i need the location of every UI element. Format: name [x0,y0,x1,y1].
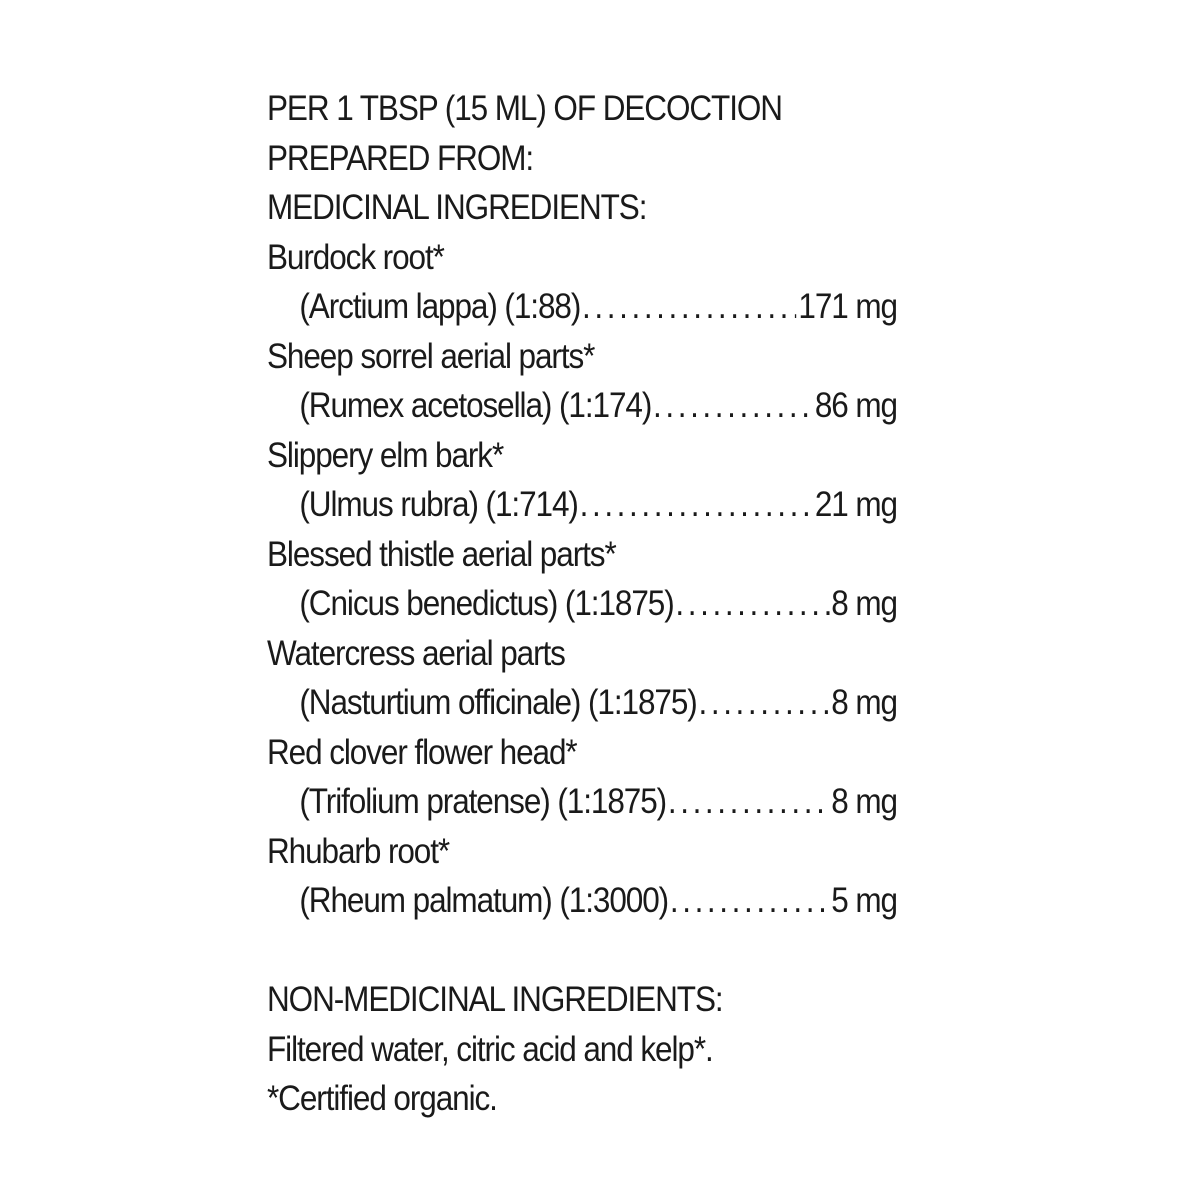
prepared-from-line: PREPARED FROM: [267,138,534,178]
ingredient-detail-row [267,876,897,926]
ingredient-name: Watercress aerial parts [267,633,565,673]
dot-leader [653,381,813,431]
ingredient-name: Burdock root* [267,237,444,277]
ingredient-amount: 86 mg [814,386,897,425]
ingredient-latin-ratio: (Rheum palmatum) (1:3000) [299,881,669,920]
ingredient-name: Sheep sorrel aerial parts* [267,336,595,376]
organic-footnote: *Certified organic. [267,1079,497,1118]
ingredient-amount: 8 mg [831,584,897,623]
non-medicinal-heading: NON-MEDICINAL INGREDIENTS: [267,980,723,1019]
ingredient-detail-row [267,282,897,332]
ingredient-detail-row [267,579,897,629]
ingredient-name: Slippery elm bark* [267,435,504,475]
ingredient-amount: 8 mg [831,683,897,722]
section-gap [267,926,848,976]
ingredient-item [267,431,897,530]
dot-leader [675,579,829,629]
dot-leader [698,678,829,728]
ingredient-item [267,728,897,827]
ingredient-item [267,233,897,332]
serving-size-line: PER 1 TBSP (15 ML) OF DECOCTION [267,89,782,128]
dot-leader [670,876,830,926]
dot-leader [668,777,830,827]
ingredient-detail-row [267,381,897,431]
ingredient-latin-ratio: (Nasturtium officinale) (1:1875) [299,683,697,722]
ingredient-item [267,530,897,629]
ingredient-detail-row [267,480,897,530]
ingredient-detail-row [267,777,897,827]
ingredient-latin-ratio: (Rumex acetosella) (1:174) [299,386,652,425]
ingredient-name: Rhubarb root* [267,831,450,871]
medicinal-ingredients-heading: MEDICINAL INGREDIENTS: [267,188,647,227]
ingredient-item [267,827,897,926]
ingredient-latin-ratio: (Ulmus rubra) (1:714) [299,485,578,524]
ingredient-item [267,332,897,431]
ingredient-amount: 5 mg [831,881,897,920]
ingredient-detail-row [267,678,897,728]
ingredients-label [267,84,897,1124]
ingredient-latin-ratio: (Cnicus benedictus) (1:1875) [299,584,674,623]
dot-leader [580,480,813,530]
ingredient-amount: 8 mg [831,782,897,821]
ingredient-latin-ratio: (Arctium lappa) (1:88) [299,287,581,326]
ingredient-name: Blessed thistle aerial parts* [267,534,616,574]
ingredient-list [267,233,897,926]
dot-leader [582,282,797,332]
ingredient-item [267,629,897,728]
ingredient-amount: 171 mg [798,287,897,326]
ingredient-name: Red clover flower head* [267,732,577,772]
non-medicinal-list: Filtered water, citric acid and kelp*. [267,1029,713,1069]
ingredient-amount: 21 mg [814,485,897,524]
ingredient-latin-ratio: (Trifolium pratense) (1:1875) [299,782,667,821]
